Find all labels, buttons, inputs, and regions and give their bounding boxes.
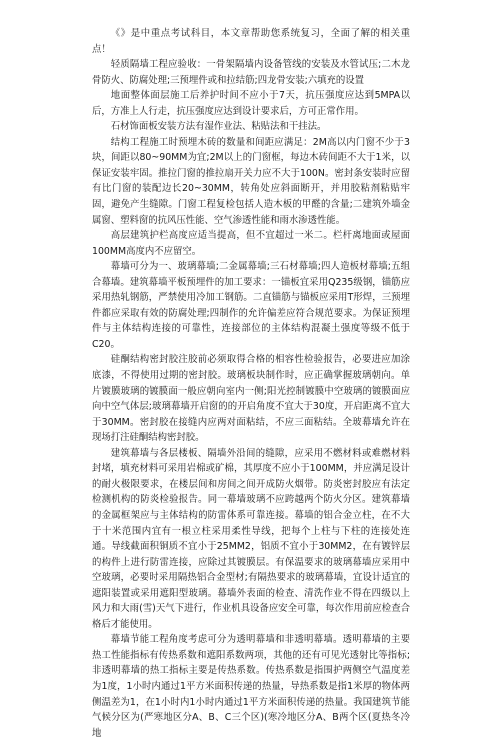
paragraph-partition-wall: 轻质隔墙工程应验收：一骨架隔墙内设备管线的安装及水管试压;二木龙骨防火、防腐处理;三预埋件或和拉结筋;四龙骨安装;六填充的设置 (92, 59, 410, 86)
paragraph-energy-saving: 幕墙节能工程角度考虑可分为透明幕墙和非透明幕墙。透明幕墙的主要热工性能指标有传热系数和遮阳系数两项，其他的还有可见光透射比等指标;非透明幕墙的热工指标主要是传热系数。传热系数是指围护两侧空气温度差为1度，1小时内通过1平方米面积传递的热量，导热系数是指1米厚的物体两侧温差为1，在1小时内1小时内通过1平方米面积传递的热量。我国建筑节能气候分区为(严寒地区分A、B、C三个区)(寒冷地区分A、B两个区(夏热冬冷地 (92, 634, 410, 739)
paragraph-sealant: 硅酮结构密封胶注胶前必须取得合格的相容性检验报告，必要进应加涂底漆，不得使用过期的密封胶。玻璃板块制作时，应正确掌握玻璃朝向。单片镀膜玻璃的镀膜面一般应朝向室内一侧;阳光控制镀膜中空玻璃的镀膜面应向中空气体层;玻璃幕墙开启窗的的开启角度不宜大于30度，开启距离不宜大于30MM。密封胶在接缝内应两对面粘结，不应三面粘结。全玻幕墙允许在现场打注硅酮结构密封胶。 (92, 354, 410, 444)
paragraph-railing: 高层建筑护栏高度应适当提高，但不宜超过一米二。栏杆离地面或屋面100MM高度内不应留空。 (92, 230, 410, 257)
paragraph-fire-lightning: 建筑幕墙与各层楼板、隔墙外沿间的缝隙，应采用不燃材料或难燃材料封堵，填充材料可采用岩棉或矿棉，其厚度不应小于100MM，并应满足设计的耐火极限要求，在楼层间和房间之间开成防火烟带。防炎密封胶应有法定检测机构的防炎检验报告。同一幕墙玻璃不应跨越两个防火分区。建筑幕墙的金属框架应与主体结构的防雷体系可靠连接。幕墙的铝合金立柱，在不大于十米范围内宜有一根立柱采用柔性导线，把每个上柱与下柱的连接处连通。导线截面积铜质不宜小于25MM2，铝质不宜小于30MM2，在有镀锌层的构件上进行防雷连接，应除过其镀膜层。有保温要求的玻璃幕墙应采用中空玻璃，必要时采用隔热铝合金型材;有隔热要求的玻璃幕墙，宜设计适宜的遮阳装置或采用遮阳型玻璃。幕墙外表面的检查、清洗作业不得在四级以上风力和大雨(雪)天气下进行，作业机具设备应安全可靠，每次作用前应检查合格后才能使用。 (92, 447, 410, 630)
paragraph-intro: 《》是中重点考试科目，本文章帮助您系统复习，全面了解的相关重点！ (92, 28, 410, 55)
document-body (92, 26, 410, 741)
paragraph-door-window: 结构工程施工时预埋木砖的数量和间距应满足：2M高以内门窗不少于3块，间距以80~90MM为宜;2M以上的门窗框，每边木砖间距不大于1米，以保证安装牢固。推拉门窗的推拉扇开关力应不大于100N。密封条安装时应留有比门窗的装配边长20~30MM，转角处应斜面断开，并用胶粘剂粘贴牢固，避免产生缝隙。门窗工程复检包括人造木板的甲醛的含量;二建筑外墙金属窗、塑料窗的抗风压性能、空气渗透性能和雨水渗透性能。 (92, 136, 410, 226)
paragraph-stone-panel: 石材饰面板安装方法有湿作业法、粘贴法和干挂法。 (110, 121, 327, 133)
paragraph-curtain-wall-types: 幕墙可分为一、玻璃幕墙;二金属幕墙;三石材幕墙;四人造板材幕墙;五组合幕墙。建筑幕墙平板预埋件的加工要求：一锚板宜采用Q235级钢，锚筋应采用热轧钢筋，严禁使用冷加工钢筋。二直锚筋与锚板应采用T形焊，三预埋件都应采取有效的防腐处理;四制作的允许偏差应符合规范要求。为保证预埋件与主体结构连接的可靠性，连接部位的主体结构混凝土强度等级不低于C20。 (92, 261, 410, 350)
paragraph-floor-curing: 地面整体面层施工后养护时间不应小于7天，抗压强度应达到5MPA以后，方准上人行走，抗压强度应达到设计要求后，方可正常作用。 (92, 90, 410, 117)
